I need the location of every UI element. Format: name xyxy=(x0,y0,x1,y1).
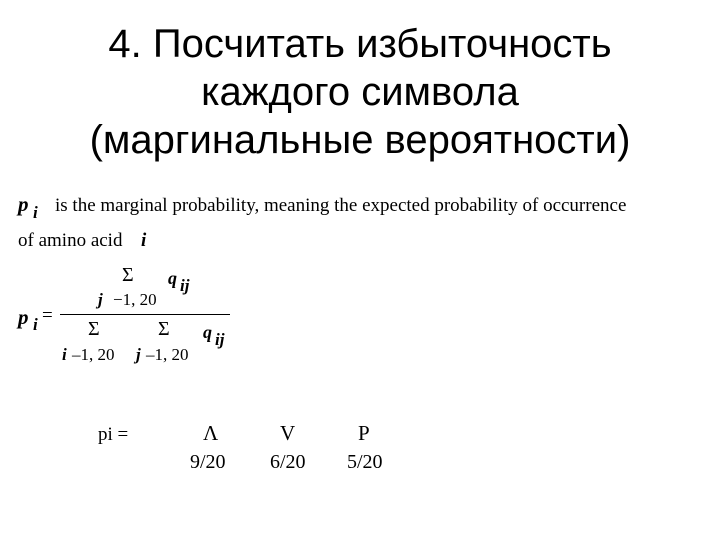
denominator-index-i-range: –1, 20 xyxy=(72,345,115,364)
definition-symbol-p: p xyxy=(18,192,29,216)
denominator-index-j: j xyxy=(136,345,141,364)
denominator-q: q xyxy=(203,322,212,342)
denominator-ij: ij xyxy=(215,330,225,349)
value-lambda: 9/20 xyxy=(190,451,226,473)
title-line-1: 4. Посчитать избыточность xyxy=(108,22,612,66)
value-p: 5/20 xyxy=(347,451,383,473)
numerator-index-range: −1, 20 xyxy=(113,290,157,309)
formula-lhs-i: i xyxy=(33,315,38,334)
formula-lhs-p: p xyxy=(18,305,29,329)
definition-text-line-2: of amino acid xyxy=(18,230,123,251)
numerator-sigma: Σ xyxy=(122,264,134,286)
formula-equals: = xyxy=(42,305,53,326)
letter-lambda: Λ xyxy=(203,421,219,445)
definition-var-i: i xyxy=(141,230,147,251)
example-label: pi = xyxy=(98,424,129,445)
value-v: 6/20 xyxy=(270,451,306,473)
denominator-index-i: i xyxy=(62,345,67,364)
fraction-bar xyxy=(60,314,230,315)
denominator-index-j-range: –1, 20 xyxy=(146,345,189,364)
title-line-3: (маргинальные вероятности) xyxy=(89,118,631,162)
numerator-q: q xyxy=(168,268,177,288)
definition-symbol-i: i xyxy=(33,203,38,222)
letter-v: V xyxy=(280,421,296,445)
letter-p: P xyxy=(358,421,370,445)
numerator-ij: ij xyxy=(180,276,190,295)
denominator-sigma-j: Σ xyxy=(158,318,170,340)
slide-title xyxy=(0,20,720,164)
numerator-index-j: j xyxy=(98,290,103,309)
definition-text-line-1: is the marginal probability, meaning the expected probability of occurrence xyxy=(55,195,627,216)
denominator-sigma-i: Σ xyxy=(88,318,100,340)
title-line-2: каждого символа xyxy=(201,70,519,114)
